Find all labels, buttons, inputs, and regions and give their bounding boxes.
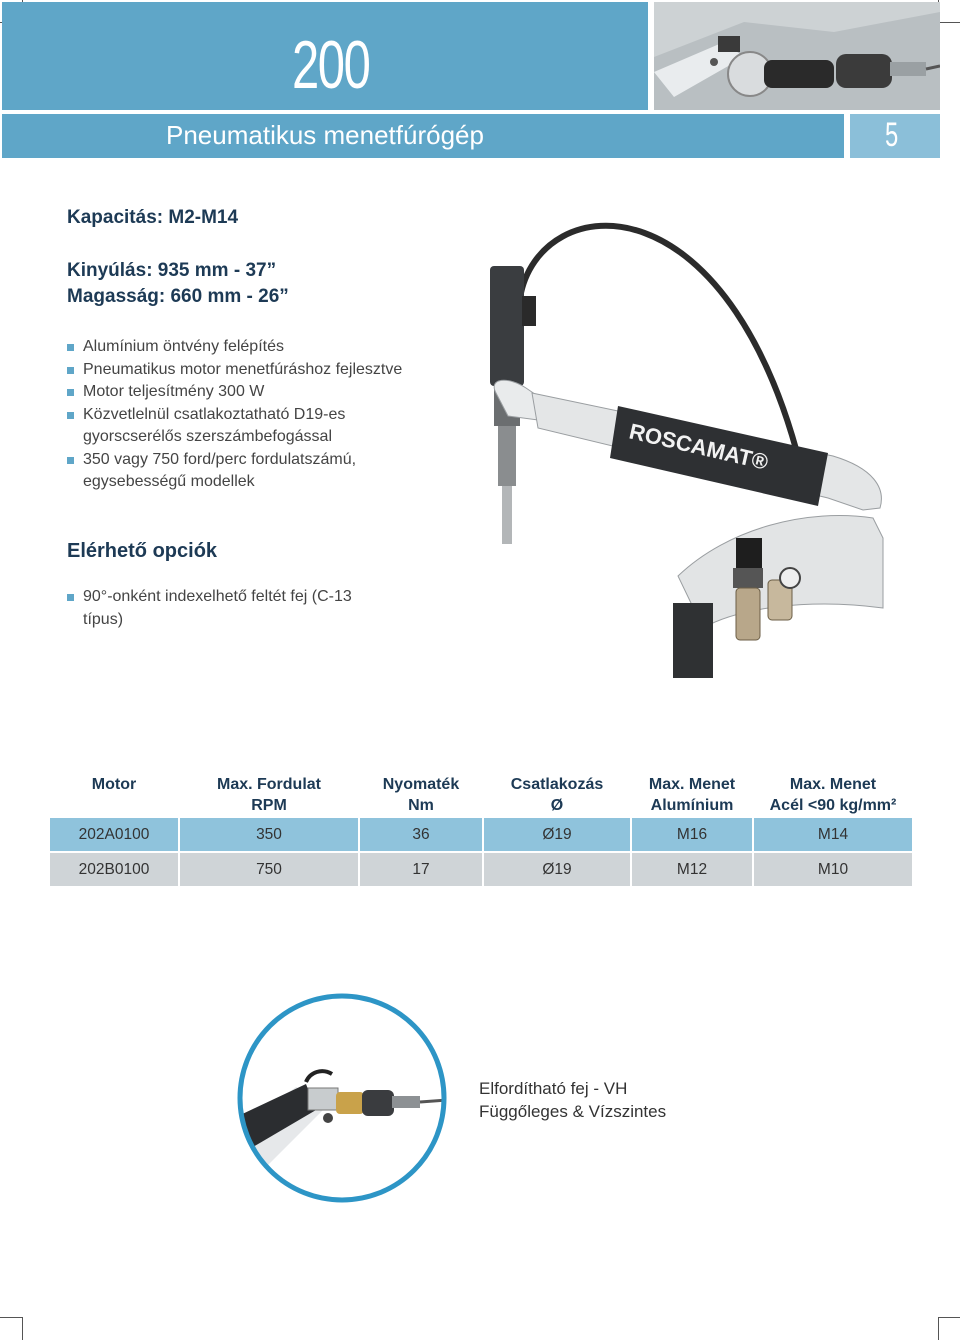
table-cell: 36 [360,818,482,851]
table-cell: M12 [632,853,752,886]
column-header-connection: Csatlakozás Ø [510,776,604,814]
feature-list [67,336,427,494]
options-heading: Elérhető opciók [67,540,218,562]
caption-line-1: Elfordítható fej - VH [479,1079,628,1098]
table-row [50,818,912,851]
table-cell: M16 [632,818,752,851]
crop-mark-bottom-right [938,1317,960,1340]
column-header-motor: Motor [91,776,137,793]
table-row [50,853,912,886]
header-product-photo [654,2,940,110]
feature-item: Közvetlelnül csatlakoztatható D19-es gyorscserélős szerszámbefogással [67,404,427,449]
table-cell: Ø19 [484,853,630,886]
page-title: Pneumatikus menetfúrógép [166,120,484,150]
table-cell: 202B0100 [50,853,178,886]
feature-item: Pneumatikus motor menetfúráshoz fejlesztve [67,359,427,382]
product-photo-tapping-arm [478,188,918,678]
table-cell: 17 [360,853,482,886]
feature-item: Alumínium öntvény felépítés [67,336,427,359]
feature-item: 350 vagy 750 ford/perc fordulatszámú, egysebességű modellek [67,449,427,494]
brand-label: ROSCAMAT® [626,418,771,475]
options-list [67,586,367,631]
column-header-max-thread-steel: Max. Menet Acél <90 kg/mm² [769,776,897,814]
reach-spec: Kinyúlás: 935 mm - 37” [67,260,277,281]
table-cell: 350 [180,818,358,851]
series-number: 200 [292,27,370,103]
swivel-head-caption [479,1077,666,1123]
column-header-max-thread-aluminium: Max. Menet Alumínium [648,776,736,814]
page-number: 5 [885,116,899,154]
option-item: 90°-onként indexelhető feltét fej (C-13 típus) [67,586,367,631]
table-cell: M14 [754,818,912,851]
swivel-head-detail-photo [236,992,448,1204]
table-cell: 750 [180,853,358,886]
crop-mark-bottom-left [0,1317,23,1340]
capacity-spec: Kapacitás: M2-M14 [67,207,239,228]
crop-mark-top-right [938,0,960,23]
table-cell: Ø19 [484,818,630,851]
height-spec: Magasság: 660 mm - 26” [67,286,289,307]
feature-item: Motor teljesítmény 300 W [67,381,427,404]
table-header [50,774,912,816]
table-cell: M10 [754,853,912,886]
caption-line-2: Függőleges & Vízszintes [479,1102,667,1121]
column-header-rpm: Max. Fordulat RPM [216,776,321,814]
column-header-torque: Nyomaték Nm [382,776,460,814]
table-cell: 202A0100 [50,818,178,851]
